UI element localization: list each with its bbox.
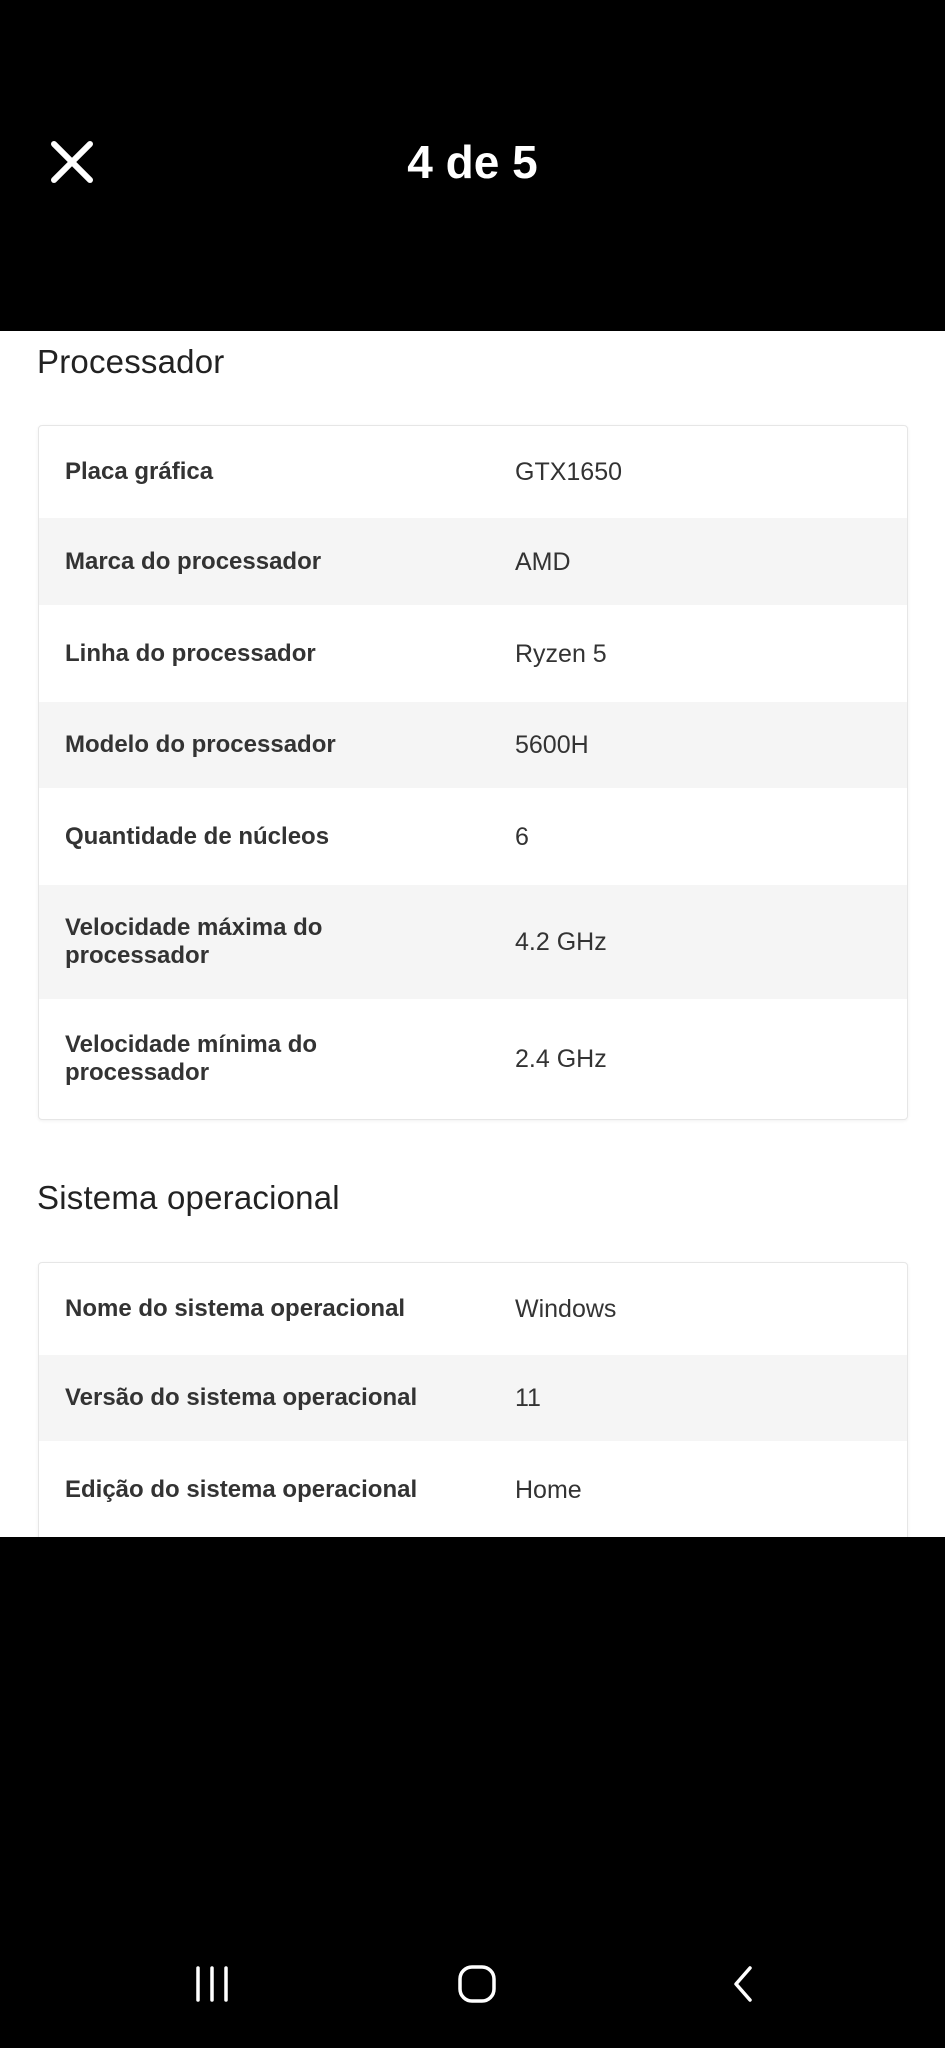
spec-value: 5600H — [515, 731, 589, 759]
screenshot-content — [0, 331, 945, 1537]
table-row — [39, 1355, 907, 1441]
home-icon — [457, 1964, 497, 2004]
spec-value: 6 — [515, 822, 529, 851]
spec-label: Edição do sistema operacional — [65, 1476, 418, 1503]
system-navigation-bar — [0, 1920, 945, 2048]
back-button[interactable] — [683, 1920, 803, 2048]
back-icon — [728, 1964, 758, 2004]
spec-label: Modelo do processador — [65, 731, 336, 758]
section-title-os: Sistema operacional — [37, 1179, 340, 1216]
spec-value: AMD — [515, 547, 571, 576]
spec-value: 4.2 GHz — [515, 928, 607, 956]
spec-value: Home — [515, 1476, 582, 1504]
table-row — [39, 999, 907, 1119]
spec-label: Velocidade máxima do processador — [65, 914, 323, 969]
table-row — [39, 605, 907, 702]
image-counter: 4 de 5 — [407, 136, 538, 188]
table-row — [39, 1263, 907, 1355]
viewer-top-bar — [0, 0, 945, 330]
spec-label: Linha do processador — [65, 639, 316, 667]
os-spec-table — [38, 1262, 908, 1537]
recents-button[interactable] — [152, 1920, 272, 2048]
spec-label: Nome do sistema operacional — [65, 1295, 406, 1322]
spec-value: 11 — [515, 1384, 541, 1412]
recents-icon — [192, 1966, 232, 2002]
processor-spec-table — [38, 425, 908, 1120]
spec-label: Versão do sistema operacional — [65, 1384, 418, 1411]
spec-value: GTX1650 — [515, 458, 623, 486]
spec-value: Windows — [515, 1295, 617, 1323]
spec-label: Placa gráfica — [65, 458, 214, 485]
spec-value: 2.4 GHz — [515, 1045, 607, 1073]
spec-value: Ryzen 5 — [515, 639, 607, 668]
table-row — [39, 788, 907, 885]
spec-label: Quantidade de núcleos — [65, 822, 330, 850]
section-title-processor: Processador — [37, 343, 225, 380]
home-button[interactable] — [417, 1920, 537, 2048]
spec-label: Velocidade mínima do processador — [65, 1031, 318, 1086]
table-row — [39, 702, 907, 788]
table-row — [39, 426, 907, 518]
table-row — [39, 885, 907, 999]
table-row — [39, 1441, 907, 1537]
spec-label: Marca do processador — [65, 547, 322, 575]
table-row — [39, 518, 907, 605]
